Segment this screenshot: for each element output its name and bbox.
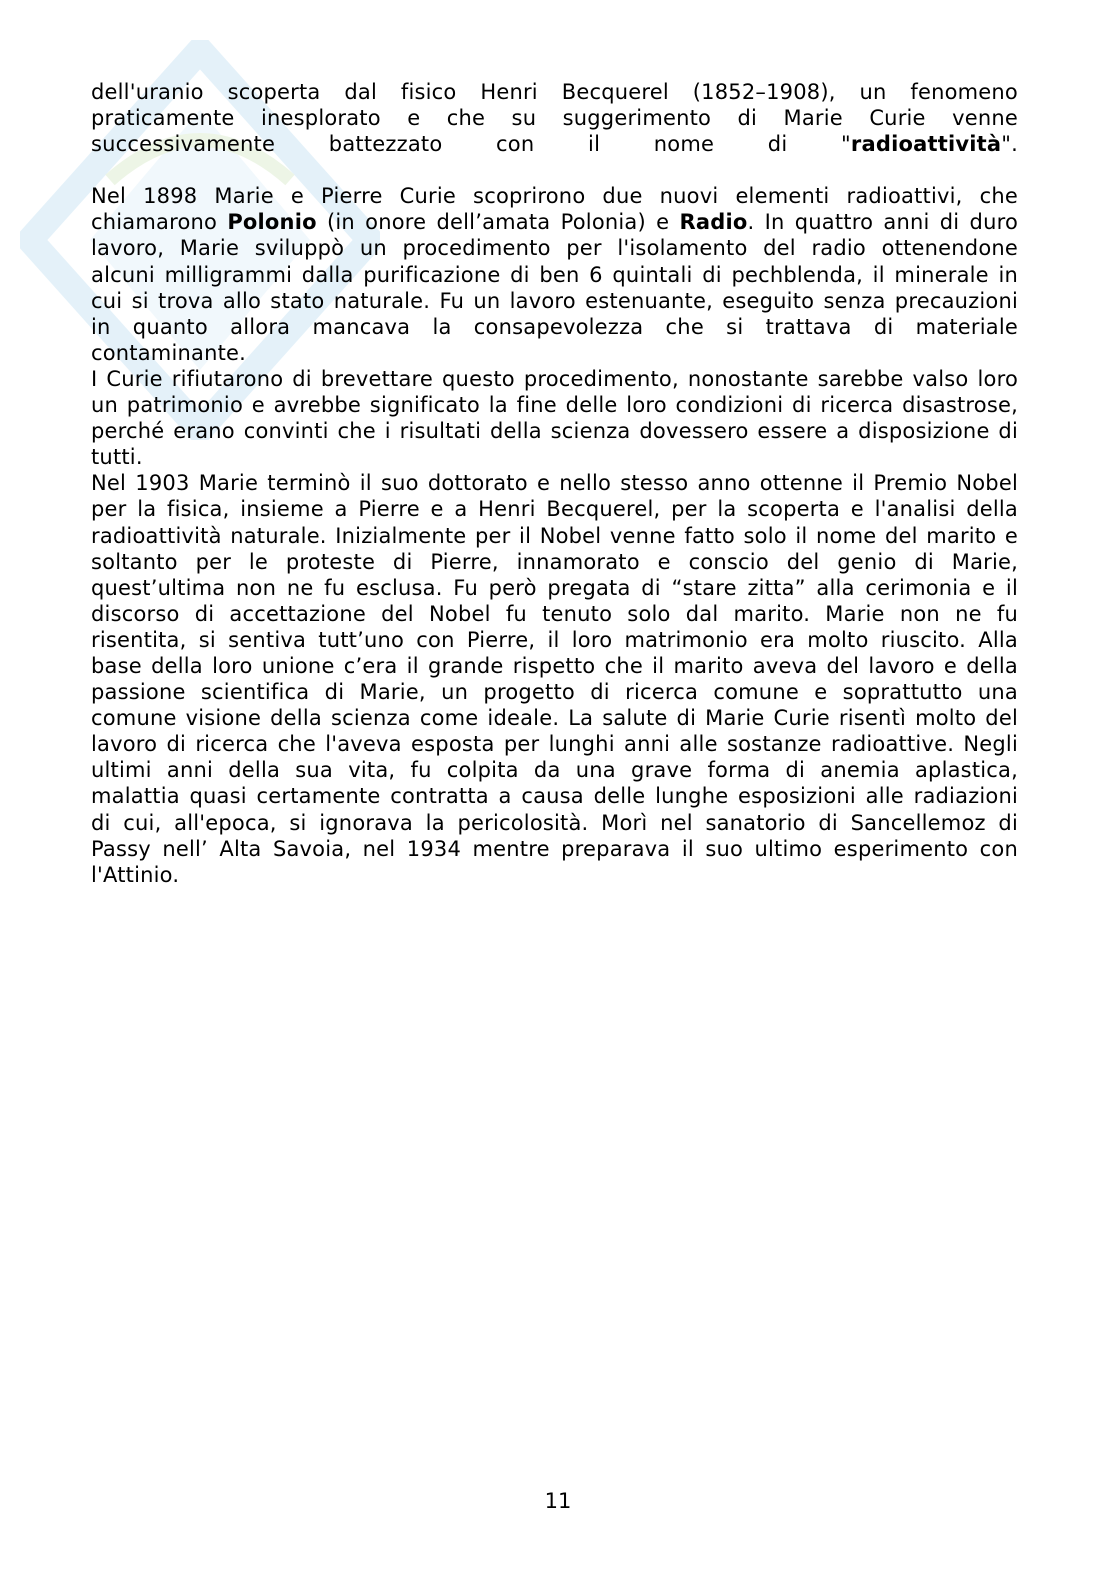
text-run: (in onore dell’amata Polonia) e (316, 210, 680, 235)
text-run: Nel 1903 Marie terminò il suo dottorato e nello stesso anno ottenne il Premio Nobel per la fisica, insieme a Pierre e a Henri Becquerel, per la scoperta e l'analisi della radioattività naturale. Inizialmente per il Nobel venne fatto solo il nome del marito e soltanto per le proteste di Pierre, innamorato e conscio del genio di Marie, quest’ultima non ne fu esclusa. Fu però pregata di “stare zitta” alla cerimonia e il discorso di accettazione del Nobel fu tenuto solo dal marito. Marie non ne fu risentita, si sentiva tutt’uno con Pierre, il loro matrimonio era molto riuscito. Alla base della loro unione c’era il grande rispetto che il marito aveva del lavoro e della passione scientifica di Marie, un progetto di ricerca comune e soprattutto una comune visione della scienza come ideale. La salute di Marie Curie risentì molto del lavoro di ricerca che l'aveva esposta per lunghi anni alle sostanze radioattive. Negli ultimi anni della sua vita, fu colpita da una grave forma di anemia aplastica, malattia quasi certamente contratta a causa delle lunghe esposizioni alle radiazioni di cui, all'epoca, si ignorava la pericolosità. Morì nel sanatorio di Sancellemoz di Passy nell’ Alta Savoia, nel 1934 mentre preparava il suo ultimo esperimento con l'Attinio. (91, 471, 1018, 887)
page-number: 11 (544, 1489, 572, 1513)
bold-term: Polonio (227, 210, 317, 235)
text-run: . In quattro anni di duro lavoro, Marie sviluppò un procedimento per l'isolamento del radio ottenendone alcuni milligrammi dalla purificazione di ben 6 quintali di pechblenda, il minerale in cui si trova allo stato naturale. Fu un lavoro estenuante, eseguito senza precauzioni in quanto allora mancava la consapevolezza che si trattava di materiale contaminante. (91, 210, 1019, 365)
text-run: dell'uranio scoperta dal fisico Henri Becquerel (1852–1908), un fenomeno praticamente inesplorato e che su suggerimento di Marie Curie venne successivamente battezzato con il nome di " (91, 80, 1018, 157)
text-run: I Curie rifiutarono di brevettare questo procedimento, nonostante sarebbe valso loro un patrimonio e avrebbe significato la fine delle loro condizioni di ricerca disastrose, perché erano convinti che i risultati della scienza dovessero essere a disposizione di tutti. (91, 366, 1018, 470)
paragraph (91, 183, 1018, 366)
body-text (91, 79, 1018, 888)
paragraph (91, 366, 1018, 470)
paragraph-gap (91, 157, 1018, 183)
bold-term: Radio (679, 210, 748, 235)
bold-term: radioattività (850, 132, 1002, 157)
text-run: ". (1001, 132, 1018, 157)
paragraph (91, 470, 1018, 888)
paragraph (91, 79, 1018, 157)
text-run: Nel 1898 Marie e Pierre Curie scoprirono due nuovi elementi radioattivi, che chiamarono (91, 184, 1018, 235)
